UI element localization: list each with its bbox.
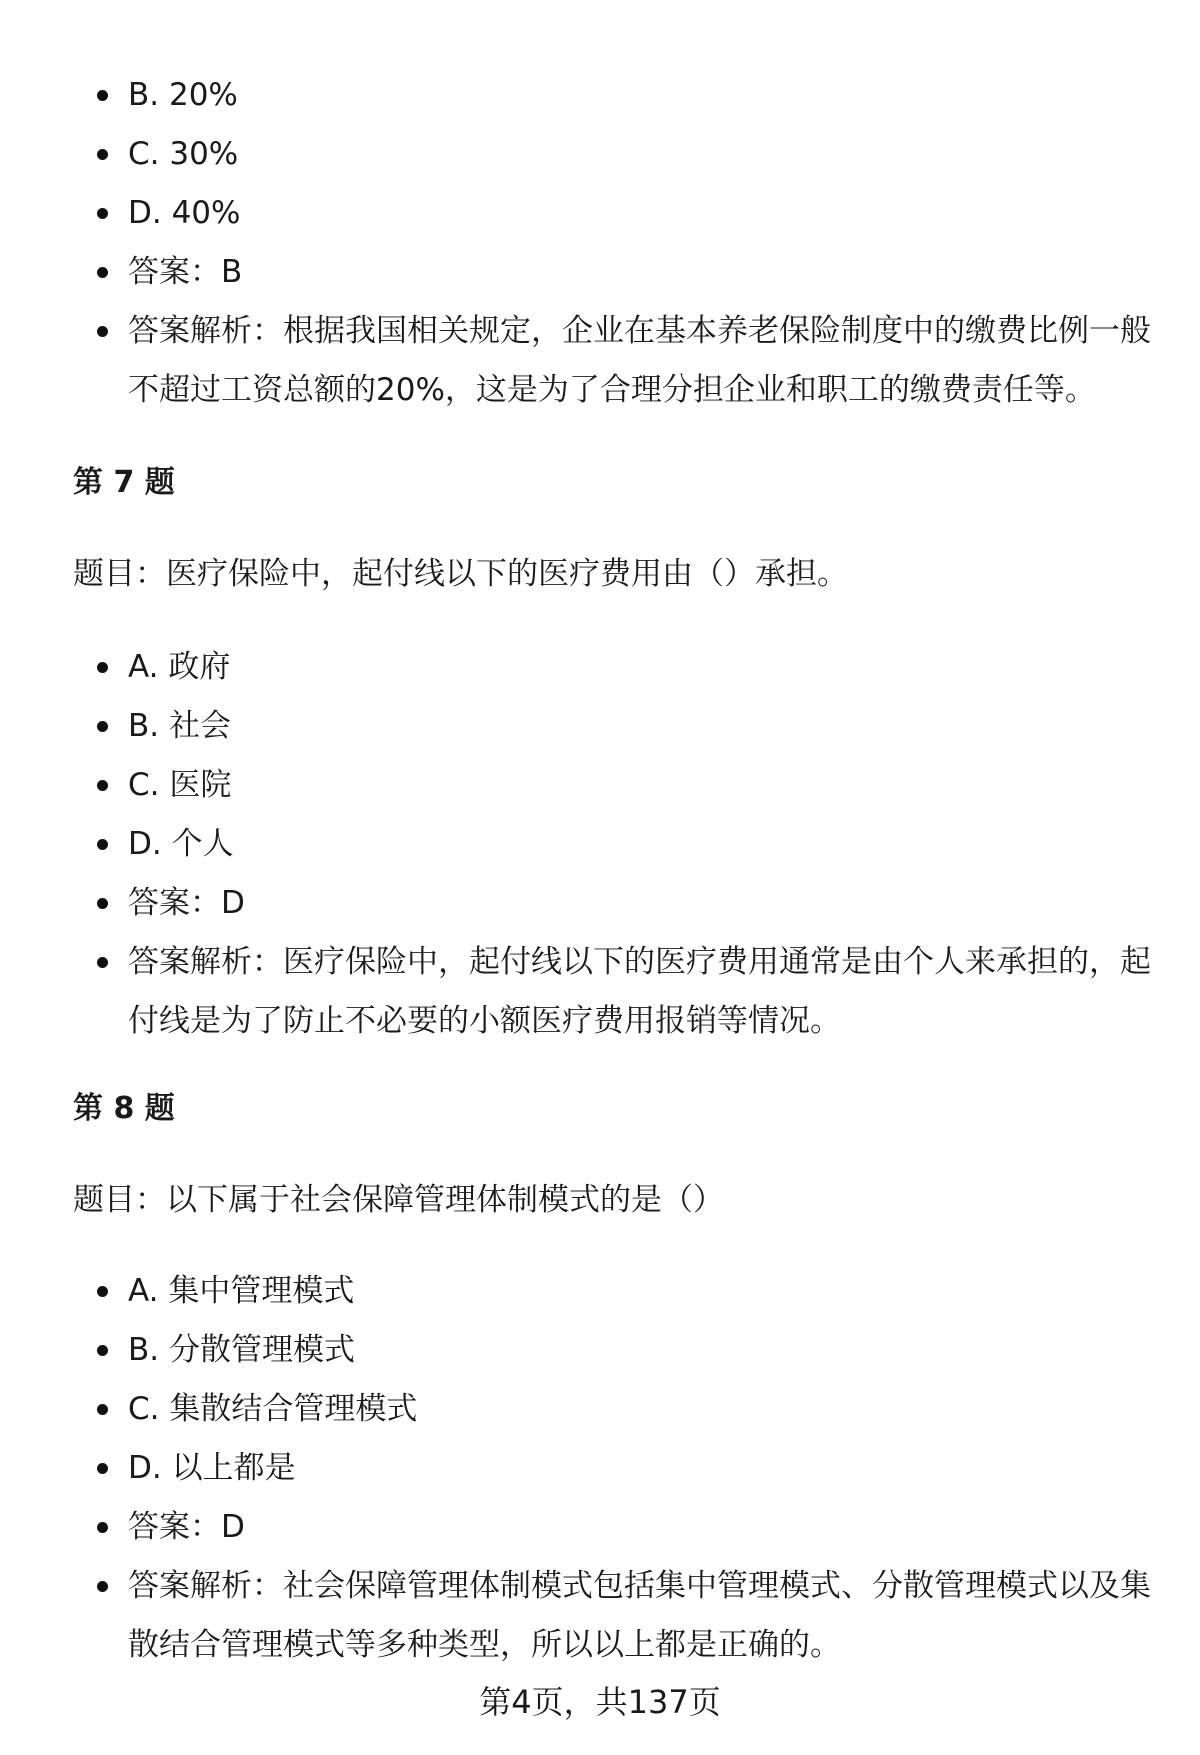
q8-option-c: C. 集散结合管理模式	[0, 1380, 1200, 1439]
q6-option-d: D. 40%	[0, 184, 1200, 243]
q7-stem: 题目：医疗保险中，起付线以下的医疗费用由（）承担。	[73, 556, 848, 592]
q7-option-b: B. 社会	[0, 697, 1200, 756]
q6-option-b: B. 20%	[0, 66, 1200, 125]
q8-heading: 第 8 题	[73, 1091, 175, 1126]
q7-explanation: 答案解析：医疗保险中，起付线以下的医疗费用通常是由个人来承担的，起付线是为了防止不必要的小额医疗费用报销等情况。	[0, 933, 1200, 1051]
q6-option-c: C. 30%	[0, 125, 1200, 184]
q8-explanation: 答案解析：社会保障管理体制模式包括集中管理模式、分散管理模式以及集散结合管理模式等多种类型，所以以上都是正确的。	[0, 1557, 1200, 1675]
q7-option-d: D. 个人	[0, 815, 1200, 874]
page-number-footer: 第4页，共137页	[479, 1683, 721, 1721]
q8-option-b: B. 分散管理模式	[0, 1321, 1200, 1380]
q8-option-d: D. 以上都是	[0, 1439, 1200, 1498]
q7-option-a: A. 政府	[0, 638, 1200, 697]
q8-options-list	[0, 1262, 1200, 1675]
q8-stem: 题目：以下属于社会保障管理体制模式的是（）	[73, 1182, 724, 1218]
q7-answer: 答案：D	[0, 874, 1200, 933]
q6-options-list	[0, 66, 1200, 420]
q8-answer: 答案：D	[0, 1498, 1200, 1557]
q6-answer: 答案：B	[0, 243, 1200, 302]
q8-option-a: A. 集中管理模式	[0, 1262, 1200, 1321]
q7-heading: 第 7 题	[73, 465, 175, 500]
q6-explanation: 答案解析：根据我国相关规定，企业在基本养老保险制度中的缴费比例一般不超过工资总额的20%，这是为了合理分担企业和职工的缴费责任等。	[0, 302, 1200, 420]
q7-options-list	[0, 638, 1200, 1051]
q7-option-c: C. 医院	[0, 756, 1200, 815]
